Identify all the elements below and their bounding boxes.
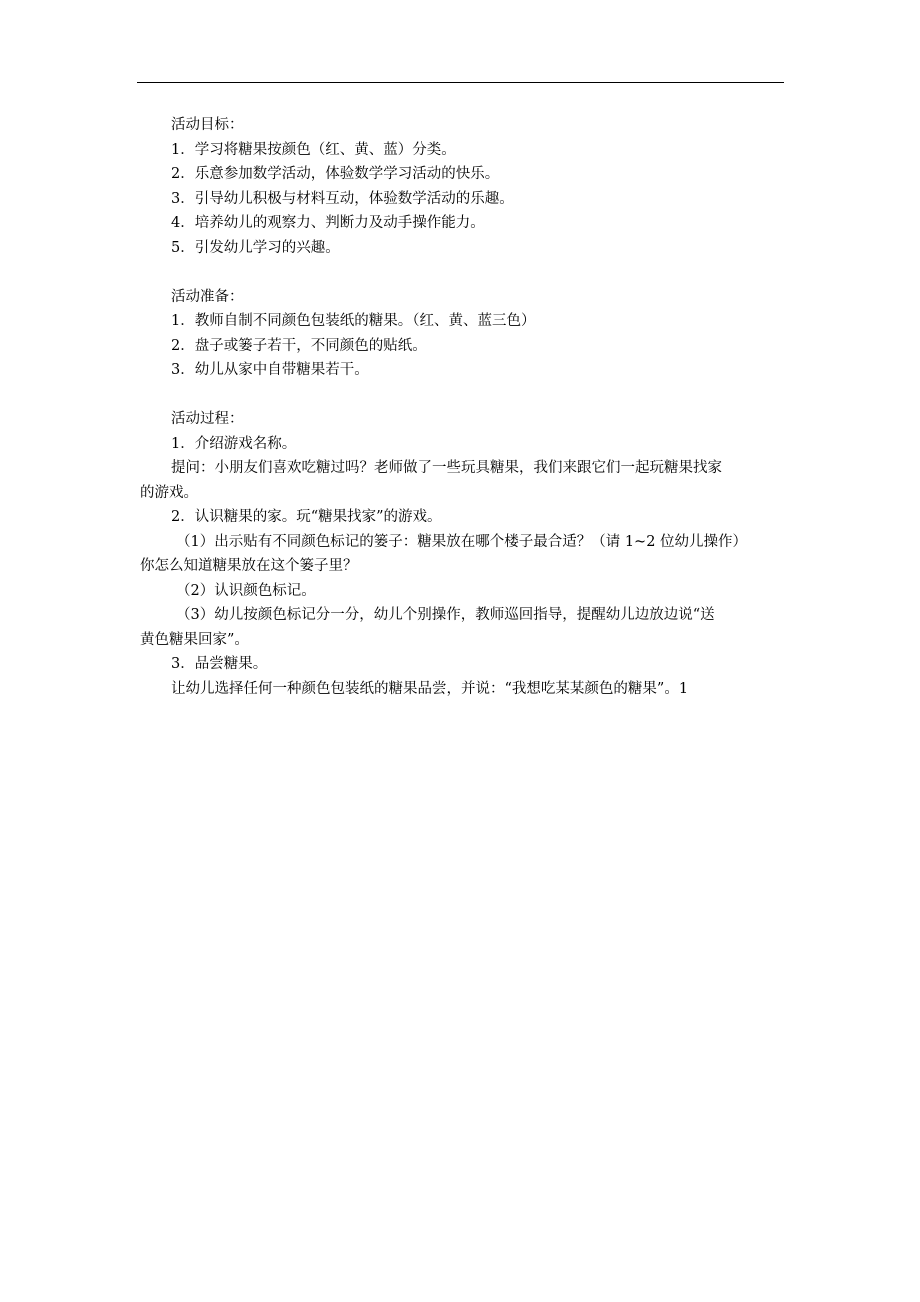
process-step: 1．介绍游戏名称。 <box>171 435 297 452</box>
goal-item: 5．引发幼儿学习的兴趣。 <box>171 239 340 256</box>
goal-item: 1．学习将糖果按颜色（红、黄、蓝）分类。 <box>171 141 456 158</box>
process-step: 3．品尝糖果。 <box>171 656 268 672</box>
goal-item: 4．培养幼儿的观察力、判断力及动手操作能力。 <box>171 215 485 231</box>
goal-item: 2．乐意参加数学活动，体验数学学习活动的快乐。 <box>171 166 500 182</box>
preparation-item: 3．幼儿从家中自带糖果若干。 <box>171 362 369 378</box>
goals-heading: 活动目标： <box>171 117 244 133</box>
question-text-continued: 的游戏。 <box>140 484 198 501</box>
header-rule <box>137 82 784 83</box>
process-heading: 活动过程： <box>171 411 244 427</box>
process-step: 2．认识糖果的家。玩“糖果找家”的游戏。 <box>171 509 442 525</box>
question-text: 提问：小朋友们喜欢吃糖过吗？老师做了一些玩具糖果，我们来跟它们一起玩糖果找家 <box>171 460 722 476</box>
substep-text-continued: 黄色糖果回家”。 <box>140 631 249 648</box>
section-gap <box>140 260 800 285</box>
preparation-heading: 活动准备： <box>171 288 244 305</box>
preparation-item: 1．教师自制不同颜色包装纸的糖果。（红、黄、蓝三色） <box>171 313 536 329</box>
substep-text: （3）幼儿按颜色标记分一分，幼儿个别操作，教师巡回指导，提醒幼儿边放边说“送 <box>176 607 715 623</box>
goal-item: 3．引导幼儿积极与材料互动，体验数学活动的乐趣。 <box>171 190 514 207</box>
closing-text: 让幼儿选择任何一种颜色包装纸的糖果品尝，并说：“我想吃某某颜色的糖果”。1 <box>171 680 689 697</box>
substep-text-continued: 你怎么知道糖果放在这个篓子里？ <box>140 558 358 574</box>
substep-text: （1）出示贴有不同颜色标记的篓子：糖果放在哪个楼子最合适？（请 1~2 位幼儿操作） <box>176 533 748 550</box>
section-gap <box>140 383 800 408</box>
preparation-item: 2．盘子或篓子若干，不同颜色的贴纸。 <box>171 337 427 354</box>
document-body <box>140 113 800 701</box>
substep-text: （2）认识颜色标记。 <box>176 582 316 599</box>
